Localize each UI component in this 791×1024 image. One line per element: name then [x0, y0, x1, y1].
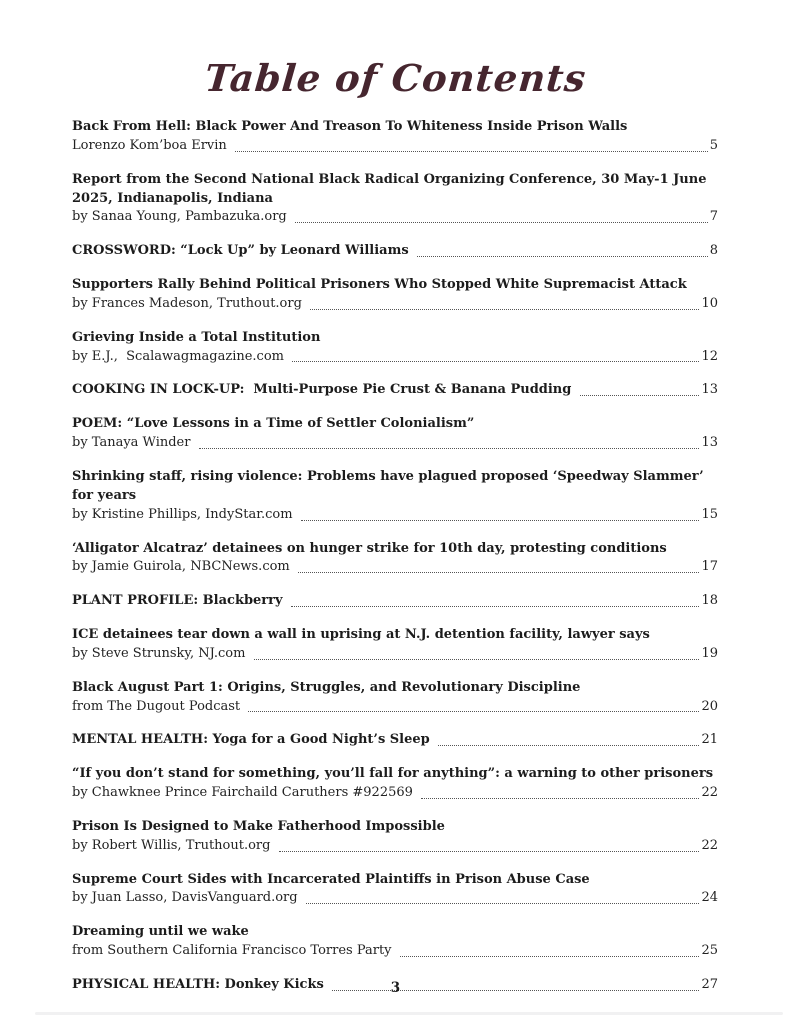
toc-entry — [72, 415, 718, 453]
entry-source: by E.J., Scalawagmagazine.com — [72, 348, 289, 364]
entry-page-number: 13 — [701, 435, 718, 451]
entry-leader-row — [72, 889, 718, 908]
entry-leader-row — [72, 137, 718, 156]
leader-dots — [254, 659, 700, 660]
entry-title: Shrinking staff, rising violence: Problems have plagued proposed ‘Speedway Slammer’ for years — [72, 468, 704, 503]
leader-dots — [292, 361, 699, 362]
entry-leader-row — [72, 242, 718, 261]
leader-dots — [199, 448, 700, 449]
entry-leader-row — [72, 295, 718, 314]
entry-source: PLANT PROFILE: Blackberry — [72, 593, 288, 609]
entry-leader-row — [72, 381, 718, 400]
entry-page-number: 17 — [701, 559, 718, 575]
leader-dots — [248, 711, 699, 712]
entry-source: COOKING IN LOCK-UP: Multi-Purpose Pie Crust & Banana Pudding — [72, 382, 576, 398]
entry-page-number: 15 — [701, 506, 718, 522]
entry-leader-row — [72, 837, 718, 856]
entry-title: ‘Alligator Alcatraz’ detainees on hunger strike for 10th day, protesting conditions — [72, 540, 667, 556]
toc-entry — [72, 818, 718, 856]
entry-leader-row — [72, 506, 718, 525]
entry-source: from Southern California Francisco Torres Party — [72, 943, 396, 959]
page-number-footer: 3 — [390, 980, 401, 996]
entry-page-number: 13 — [701, 382, 718, 398]
entry-title: Black August Part 1: Origins, Struggles, and Revolutionary Discipline — [72, 679, 581, 695]
entry-title: Supporters Rally Behind Political Prisoners Who Stopped White Supremacist Attack — [72, 277, 687, 293]
leader-dots — [301, 520, 700, 521]
leader-dots — [580, 395, 700, 396]
entry-leader-row — [72, 942, 718, 961]
entry-source: PHYSICAL HEALTH: Donkey Kicks — [72, 977, 329, 992]
entry-leader-row — [72, 784, 718, 803]
entry-source: by Steve Strunsky, NJ.com — [72, 645, 250, 661]
entry-source: Lorenzo Kom’boa Ervin — [72, 137, 231, 153]
entry-source: by Sanaa Young, Pambazuka.org — [72, 209, 291, 225]
title-wrap — [0, 0, 791, 100]
page-title: Table of Contents — [202, 56, 589, 100]
toc-list — [72, 118, 718, 995]
entry-source: MENTAL HEALTH: Yoga for a Good Night’s Sleep — [72, 732, 435, 748]
leader-dots — [298, 572, 700, 573]
entry-title: Prison Is Designed to Make Fatherhood Impossible — [72, 818, 445, 834]
toc-entry — [72, 276, 718, 314]
entry-page-number: 20 — [701, 698, 718, 714]
entry-leader-row — [72, 731, 718, 750]
entry-page-number: 18 — [701, 593, 718, 609]
toc-entry — [72, 871, 718, 909]
entry-source: from The Dugout Podcast — [72, 698, 245, 714]
leader-dots — [291, 606, 699, 607]
entry-title: Report from the Second National Black Radical Organizing Conference, 30 May-1 June 2025, Indianapolis, Indiana — [72, 171, 707, 206]
entry-page-number: 27 — [701, 977, 718, 992]
entry-page-number: 12 — [701, 348, 718, 364]
leader-dots — [295, 222, 708, 223]
entry-source: by Tanaya Winder — [72, 435, 195, 451]
entry-leader-row — [72, 592, 718, 611]
entry-page-number: 5 — [709, 137, 718, 153]
toc-entry — [72, 468, 718, 525]
entry-title: Dreaming until we wake — [72, 924, 249, 940]
toc-entry — [72, 679, 718, 717]
entry-page-number: 25 — [701, 943, 718, 959]
entry-page-number: 22 — [701, 785, 718, 801]
leader-dots — [421, 798, 699, 799]
toc-entry — [72, 626, 718, 664]
entry-source: by Jamie Guirola, NBCNews.com — [72, 559, 294, 575]
entry-title: Grieving Inside a Total Institution — [72, 329, 321, 345]
entry-source: CROSSWORD: “Lock Up” by Leonard Williams — [72, 243, 414, 259]
entry-page-number: 22 — [701, 837, 718, 853]
entry-leader-row — [72, 698, 718, 717]
leader-dots — [417, 256, 708, 257]
toc-entry — [72, 329, 718, 367]
entry-leader-row — [72, 558, 718, 577]
toc-entry — [72, 118, 718, 156]
toc-entry — [72, 923, 718, 961]
entry-title: ICE detainees tear down a wall in uprising at N.J. detention facility, lawyer says — [72, 627, 650, 643]
toc-entry — [72, 731, 718, 750]
entry-title: Back From Hell: Black Power And Treason To Whiteness Inside Prison Walls — [72, 119, 628, 134]
entry-page-number: 10 — [701, 295, 718, 311]
entry-page-number: 8 — [709, 243, 718, 259]
leader-dots — [310, 309, 699, 310]
leader-dots — [400, 956, 700, 957]
toc-entry — [72, 540, 718, 578]
entry-page-number: 7 — [709, 209, 718, 225]
toc-entry — [72, 242, 718, 261]
entry-page-number: 19 — [701, 645, 718, 661]
toc-entry — [72, 765, 718, 803]
entry-leader-row — [72, 348, 718, 367]
entry-source: by Kristine Phillips, IndyStar.com — [72, 506, 297, 522]
leader-dots — [438, 745, 699, 746]
entry-title: POEM: “Love Lessons in a Time of Settler Colonialism” — [72, 416, 475, 432]
entry-source: by Frances Madeson, Truthout.org — [72, 295, 307, 311]
entry-leader-row — [72, 208, 718, 227]
page-edge-shadow — [35, 1012, 783, 1015]
entry-source: by Chawknee Prince Fairchaild Caruthers #922569 — [72, 785, 418, 801]
entry-title: “If you don’t stand for something, you’ll fall for anything”: a warning to other prisoners — [72, 766, 714, 782]
entry-title: Supreme Court Sides with Incarcerated Plaintiffs in Prison Abuse Case — [72, 871, 590, 887]
entry-leader-row — [72, 434, 718, 453]
entry-page-number: 21 — [701, 732, 718, 748]
leader-dots — [306, 903, 700, 904]
toc-entry — [72, 592, 718, 611]
entry-source: by Juan Lasso, DavisVanguard.org — [72, 890, 302, 906]
leader-dots — [235, 151, 708, 152]
leader-dots — [279, 851, 700, 852]
toc-entry — [72, 171, 718, 228]
entry-page-number: 24 — [701, 890, 718, 906]
entry-leader-row — [72, 645, 718, 664]
entry-source: by Robert Willis, Truthout.org — [72, 837, 275, 853]
toc-entry — [72, 381, 718, 400]
